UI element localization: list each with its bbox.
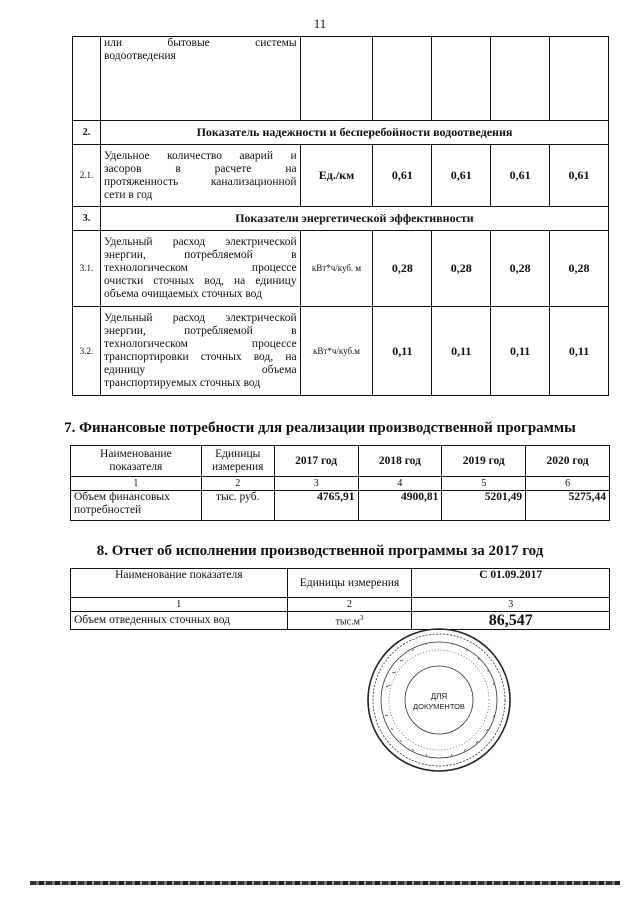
value-cell: [550, 37, 609, 121]
description-line: транспортируемых сточных вод: [103, 377, 261, 389]
value-cell: 0,11: [550, 307, 609, 396]
execution-report-table: [70, 568, 610, 630]
scan-edge-line: [30, 881, 620, 885]
description-line: Удельное количество аварий и: [103, 149, 297, 162]
value-cell: 0,61: [373, 145, 432, 207]
description-line: энергии, потребляемой в: [103, 325, 297, 337]
value-cell: 4900,81: [358, 491, 442, 521]
section-8-heading: 8. Отчет об исполнении производственной программы за 2017 год: [96, 543, 544, 559]
unit-cell: кВт*ч/куб.м: [300, 307, 373, 396]
section-title: Показатель надежности и бесперебойности водоотведения: [100, 121, 608, 145]
header-cell: С 01.09.2017: [412, 569, 610, 598]
indicators-table: [72, 36, 609, 396]
index-cell: 4: [358, 477, 442, 491]
index-cell: 6: [526, 477, 610, 491]
description-line: объема очищаемых сточных вод: [103, 288, 262, 300]
financial-needs-table: [70, 445, 610, 521]
description-line: технологическом процессе: [103, 338, 297, 350]
value-cell: 0,11: [373, 307, 432, 396]
index-row: [71, 477, 610, 491]
description-cell: [100, 37, 300, 121]
page-number: 11: [313, 16, 327, 31]
table-header-row: [71, 569, 610, 598]
description-line: энергии, потребляемой в: [103, 249, 297, 261]
unit-cell: тыс. руб.: [201, 491, 274, 521]
section-row: [73, 121, 609, 145]
table-row: [71, 491, 610, 521]
header-cell: 2019 год: [442, 446, 526, 477]
header-cell: Единицы измерения: [201, 446, 274, 477]
index-row: [71, 598, 610, 612]
value-cell: 0,11: [491, 307, 550, 396]
description-line: единицу объема: [103, 364, 297, 376]
description-line: засоров в расчете на: [103, 162, 297, 175]
index-cell: 2: [201, 477, 274, 491]
header-cell: 2017 год: [274, 446, 358, 477]
unit-superscript: 3: [359, 614, 364, 623]
index-cell: 3: [412, 598, 610, 612]
table-row: [73, 145, 609, 207]
table-row: [71, 612, 610, 630]
indicator-name-cell: Объем отведенных сточных вод: [71, 612, 288, 630]
unit-text: тыс.м: [335, 616, 360, 628]
index-cell: 2: [287, 598, 412, 612]
value-cell: 0,28: [550, 231, 609, 307]
header-cell: 2018 год: [358, 446, 442, 477]
header-cell: 2020 год: [526, 446, 610, 477]
description-text: или бытовые системы водоотведения: [103, 37, 297, 62]
value-cell: [373, 37, 432, 121]
value-cell: 0,61: [491, 145, 550, 207]
value-cell: [432, 37, 491, 121]
value-cell: 0,61: [550, 145, 609, 207]
header-cell: Наименование показателя: [71, 446, 202, 477]
table-row: [73, 37, 609, 121]
index-cell: 1: [71, 477, 202, 491]
value-cell: 5275,44: [526, 491, 610, 521]
row-number: 3.1.: [73, 231, 101, 307]
unit-cell: кВт*ч/куб. м: [300, 231, 373, 307]
row-number: 2.1.: [73, 145, 101, 207]
section-number: 2.: [73, 121, 101, 145]
description-cell: [100, 307, 300, 396]
section-row: [73, 207, 609, 231]
seal-center-text-line1: ДЛЯ: [430, 692, 448, 701]
description-cell: [100, 145, 300, 207]
value-cell: 86,547: [412, 612, 610, 630]
index-cell: 5: [442, 477, 526, 491]
description-line: Удельный расход электрической: [103, 312, 297, 324]
value-cell: 0,11: [432, 307, 491, 396]
table-header-row: [71, 446, 610, 477]
value-cell: 4765,91: [274, 491, 358, 521]
row-number: 3.2.: [73, 307, 101, 396]
header-cell: Единицы измерения: [287, 569, 412, 598]
value-cell: 0,28: [432, 231, 491, 307]
index-cell: 1: [71, 598, 288, 612]
value-cell: 5201,49: [442, 491, 526, 521]
value-cell: [491, 37, 550, 121]
value-cell: 0,28: [373, 231, 432, 307]
description-line: протяженность канализационной: [103, 175, 297, 188]
header-cell: Наименование показателя: [71, 569, 288, 598]
description-line: Удельный расход электрической: [103, 236, 297, 248]
index-cell: 3: [274, 477, 358, 491]
unit-cell: [300, 37, 373, 121]
section-title: Показатели энергетической эффективности: [100, 207, 608, 231]
description-line: сети в год: [103, 188, 153, 201]
description-line: транспортировки сточных вод, на: [103, 351, 297, 363]
value-cell: 0,28: [491, 231, 550, 307]
value-cell: 0,61: [432, 145, 491, 207]
indicator-name-cell: Объем финансовых потребностей: [71, 491, 202, 521]
table-row: [73, 307, 609, 396]
unit-cell: Ед./км: [300, 145, 373, 207]
description-cell: [100, 231, 300, 307]
description-line: технологическом процессе: [103, 262, 297, 274]
row-number-cell: [73, 37, 101, 121]
section-7-heading: 7. Финансовые потребности для реализации производственной программы: [64, 420, 576, 436]
description-line: очистки сточных вод, на единицу: [103, 275, 297, 287]
official-seal-stamp: [366, 627, 512, 773]
seal-center-text-line2: ДОКУМЕНТОВ: [413, 702, 465, 711]
section-number: 3.: [73, 207, 101, 231]
table-row: [73, 231, 609, 307]
